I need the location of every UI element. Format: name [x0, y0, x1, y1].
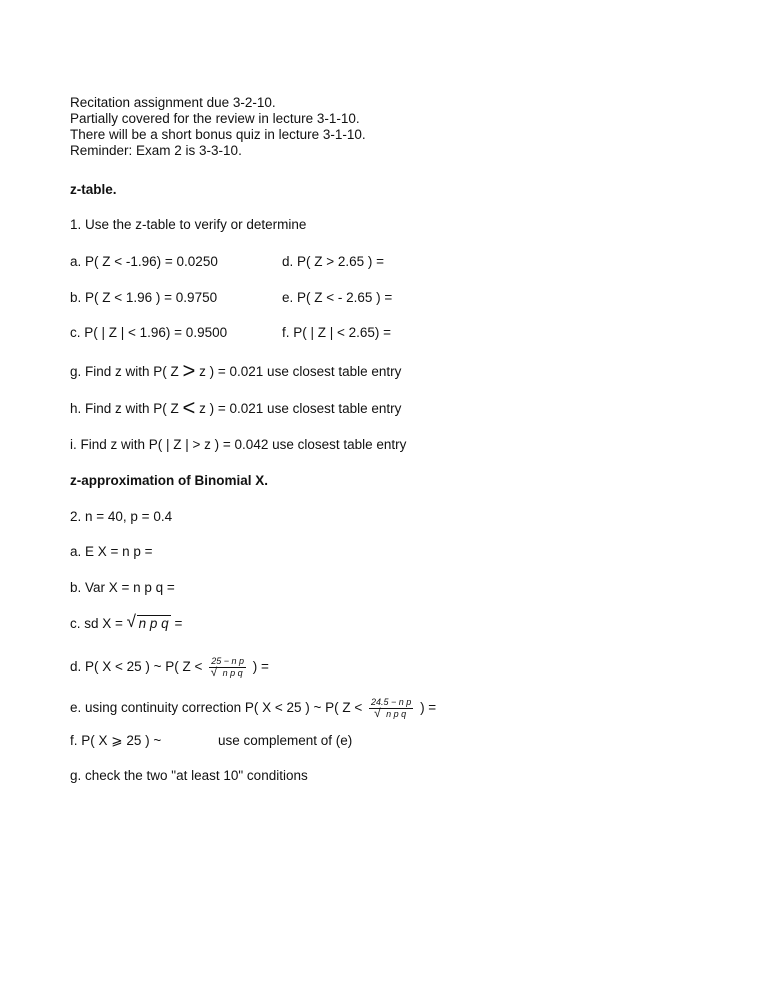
question-1-intro: 1. Use the z-table to verify or determine: [70, 217, 307, 232]
header-line: Recitation assignment due 3-2-10.: [70, 95, 276, 110]
item-1c: c. P( | Z | < 1.96) = 0.9500: [70, 325, 228, 340]
item-1d: d. P( Z > 2.65 ) =: [282, 254, 385, 269]
item-1a: a. P( Z < -1.96) = 0.0250: [70, 254, 218, 269]
item-2g: g. check the two "at least 10" conditions: [70, 768, 308, 783]
item-2e: e. using continuity correction P( X < 25 ) ~ P( Z < 24.5 − n p √ n p q ) =: [70, 697, 437, 720]
item-2a: a. E X = n p =: [70, 544, 153, 559]
header-line: Reminder: Exam 2 is 3-3-10.: [70, 143, 242, 158]
item-1f: f. P( | Z | < 2.65) =: [282, 325, 392, 340]
item-2b: b. Var X = n p q =: [70, 580, 175, 595]
item-2d: d. P( X < 25 ) ~ P( Z < 25 − n p √ n p q ) =: [70, 656, 269, 679]
question-2-intro: 2. n = 40, p = 0.4: [70, 509, 173, 524]
fraction-d: 25 − n p √ n p q: [210, 656, 244, 679]
item-1g: g. Find z with P( Z > z ) = 0.021 use closest table entry: [70, 358, 402, 383]
item-1b: b. P( Z < 1.96 ) = 0.9750: [70, 290, 218, 305]
section-title-binomial: z-approximation of Binomial X.: [70, 473, 269, 488]
item-1e: e. P( Z < - 2.65 ) =: [282, 290, 393, 305]
item-2f-note: use complement of (e): [218, 733, 353, 748]
header-line: Partially covered for the review in lecture 3-1-10.: [70, 111, 360, 126]
item-2f: f. P( X ⩾ 25 ) ~: [70, 733, 162, 748]
sqrt-npq: √ n p q: [126, 612, 169, 631]
header-line: There will be a short bonus quiz in lecture 3-1-10.: [70, 127, 366, 142]
item-1i: i. Find z with P( | Z | > z ) = 0.042 use closest table entry: [70, 437, 407, 452]
item-2c: c. sd X = √ n p q =: [70, 612, 183, 631]
fraction-e: 24.5 − n p √ n p q: [371, 697, 412, 720]
item-1h: h. Find z with P( Z < z ) = 0.021 use closest table entry: [70, 395, 402, 420]
section-title-z-table: z-table.: [70, 182, 117, 197]
